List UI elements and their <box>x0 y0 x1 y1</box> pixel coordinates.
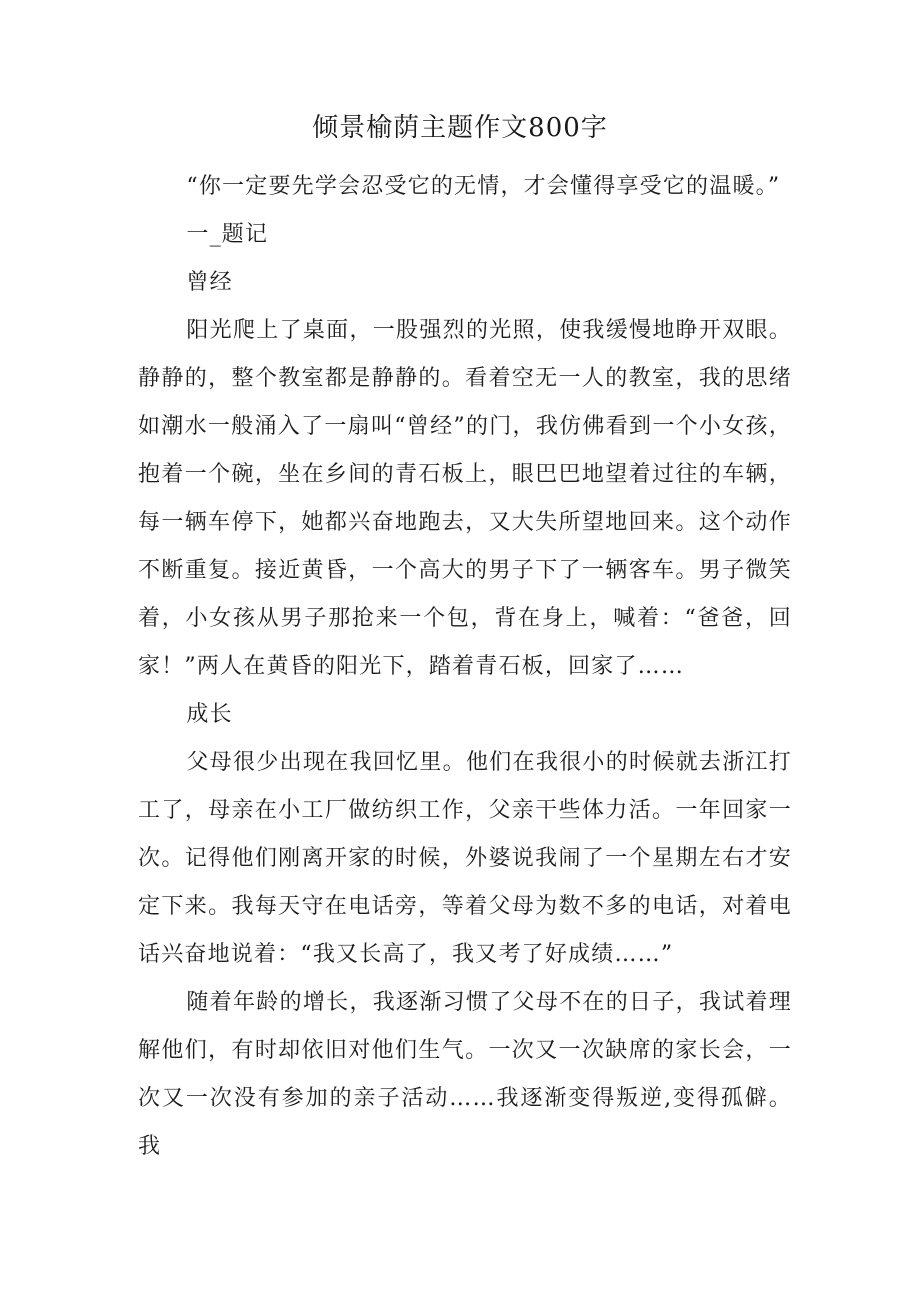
paragraph-past: 阳光爬上了桌面，一股强烈的光照，使我缓慢地睁开双眼。静静的，整个教室都是静静的。看着空无一人的教室，我的思绪如潮水一般涌入了一扇叫“曾经”的门，我仿佛看到一个小女孩，抱着一个碗，坐在乡间的青石板上，眼巴巴地望着过往的车辆，每一辆车停下，她都兴奋地跑去，又大失所望地回来。这个动作不断重复。接近黄昏，一个高大的男子下了一辆客车。男子微笑着，小女孩从男子那抢来一个包，背在身上，喊着：“爸爸，回家！”两人在黄昏的阳光下，踏着青石板，回家了…… <box>138 318 792 679</box>
article-body <box>138 163 792 1171</box>
section-heading-past: 曾经 <box>186 270 233 295</box>
page-title: 倾景榆荫主题作文800字 <box>312 113 608 143</box>
paragraph-growth-2: 随着年龄的增长，我逐渐习惯了父母不在的日子，我试着理解他们，有时却依旧对他们生气。一次又一次缺席的家长会，一次又一次没有参加的亲子活动……我逐渐变得叛逆,变得孤僻。我 <box>138 990 792 1159</box>
paragraph-growth-1: 父母很少出现在我回忆里。他们在我很小的时候就去浙江打工了，母亲在小工厂做纺织工作，父亲干些体力活。一年回家一次。记得他们刚离开家的时候，外婆说我闹了一个星期左右才安定下来。我每天守在电话旁，等着父母为数不多的电话，对着电话兴奋地说着：“我又长高了，我又考了好成绩……” <box>138 750 792 967</box>
section-heading-growth: 成长 <box>186 702 233 727</box>
epigraph-quote: “你一定要先学会忍受它的无情，才会懂得享受它的温暖。” <box>186 174 781 199</box>
section-heading-epigraph: 一_题记 <box>186 222 269 247</box>
